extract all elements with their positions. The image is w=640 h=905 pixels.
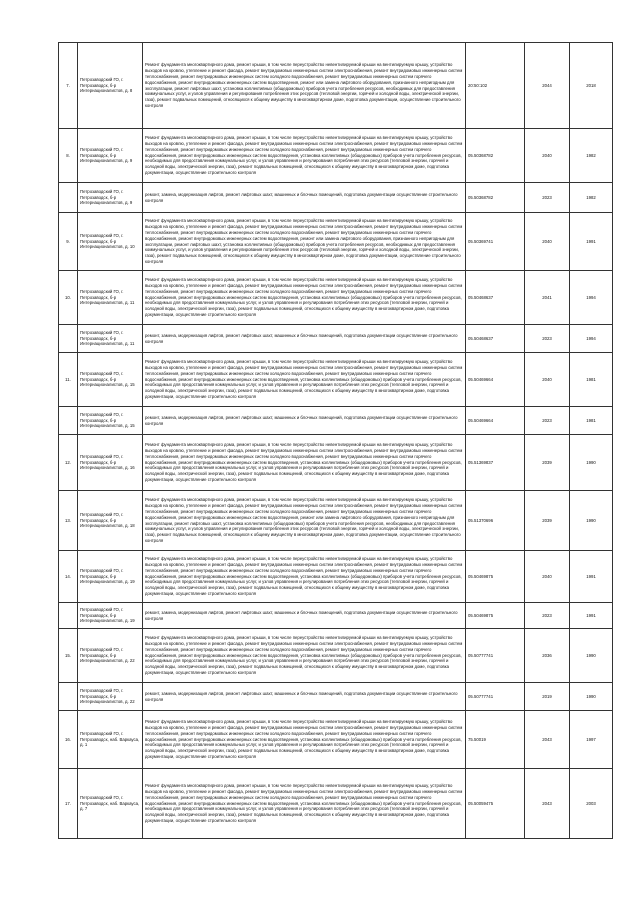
planned-year-cell: 2044 [525,43,570,129]
work-description-cell: ремонт, замена, модернизация лифтов, ремонт лифтовых шахт, машинных и блочных помещений, подготовка документации осуществление строительного контроля [143,683,466,711]
cadastral-number-cell: 05.51369837 [466,435,525,491]
table-row [59,183,613,213]
row-number-cell [59,683,78,711]
cadastral-number-cell: 05.50777741 [466,629,525,683]
build-year-cell: 1997 [570,711,613,769]
build-year-cell: 1991 [570,551,613,603]
planned-year-cell: 2040 [525,213,570,271]
cadastral-number-cell: 75.50019 [466,711,525,769]
build-year-cell: 1990 [570,629,613,683]
work-description-cell: Ремонт фундамента многоквартирного дома, ремонт крыши, в том числе переустройство невентилируемой крыши на вентилируемую крышу, устройство выходов на кровлю, утепление и ремонт фасада, ремонт внутридомовых инженерных систем электроснабжения, ремонт внутридомовых инженерных систем теплоснабжения, ремонт внутридомовых инженерных систем холодного водоснабжения, ремонт внутридомовых инженерных систем горячего водоснабжения, ремонт внутридомовых инженерных систем водоотведения, установка коллективных (общедомовых) приборов учета потребления ресурсов, необходимых для предоставления коммунальных услуг, и узлов управления и регулирования потребления этих ресурсов (тепловой энергии, горячей и холодной воды, электрической энергии, газа), ремонт подвальных помещений, относящихся к общему имуществу в многоквартирном доме, подготовка документации, осуществление строительного контроля [143,769,466,839]
planned-year-cell: 2043 [525,711,570,769]
planned-year-cell: 2040 [525,551,570,603]
row-number-cell: 7. [59,43,78,129]
table-row [59,769,613,839]
address-cell: Петрозаводский ГО, г. Петрозаводск, наб. Варкауса, д. 1 [78,711,143,769]
planned-year-cell: 2036 [525,629,570,683]
row-number-cell [59,407,78,435]
address-cell: Петрозаводский ГО, г. Петрозаводск, б-р Интернационалистов, д. 18 [78,491,143,551]
table-row [59,407,613,435]
build-year-cell: 1990 [570,435,613,491]
row-number-cell: 14. [59,551,78,603]
work-description-cell: Ремонт фундамента многоквартирного дома, ремонт крыши, в том числе переустройство невентилируемой крыши на вентилируемую крышу, устройство выходов на кровлю, утепление и ремонт фасада, ремонт внутридомовых инженерных систем электроснабжения, ремонт внутридомовых инженерных систем теплоснабжения, ремонт внутридомовых инженерных систем холодного водоснабжения, ремонт внутридомовых инженерных систем горячего водоснабжения, ремонт внутридомовых инженерных систем водоотведения, установка коллективных (общедомовых) приборов учета потребления ресурсов, необходимых для предоставления коммунальных услуг, и узлов управления и регулирования потребления этих ресурсов (тепловой энергии, горячей и холодной воды, электрической энергии, газа), ремонт подвальных помещений, относящихся к общему имуществу в многоквартирном доме, подготовка документации, осуществление строительного контроля [143,271,466,325]
work-description-cell: Ремонт фундамента многоквартирного дома, ремонт крыши, в том числе переустройство невентилируемой крыши на вентилируемую крышу, устройство выходов на кровлю, утепление и ремонт фасада, ремонт внутридомовых инженерных систем электроснабжения, ремонт внутридомовых инженерных систем теплоснабжения, ремонт внутридомовых инженерных систем холодного водоснабжения, ремонт внутридомовых инженерных систем горячего водоснабжения, ремонт внутридомовых инженерных систем водоотведения, ремонт или замена лифтового оборудования, признанного непригодным для эксплуатации, ремонт лифтовых шахт, установка коллективных (общедомовых) приборов учета потребления ресурсов, необходимых для предоставления коммунальных услуг, и узлов управления и регулирования потребления этих ресурсов (тепловой энергии, горячей и холодной воды, электрической энергии, газа), ремонт подвальных помещений, относящихся к общему имуществу в многоквартирном доме, подготовка документации, осуществление строительного контроля [143,43,466,129]
build-year-cell: 1981 [570,407,613,435]
address-cell: Петрозаводский ГО, г. Петрозаводск, б-р Интернационалистов, д. 16 [78,435,143,491]
address-cell: Петрозаводский ГО, г. Петрозаводск, б-р Интернационалистов, д. 9 [78,183,143,213]
address-cell: Петрозаводский ГО, г. Петрозаводск, б-р Интернационалистов, д. 11 [78,271,143,325]
address-cell: Петрозаводский ГО, г. Петрозаводск, б-р Интернационалистов, д. 19 [78,603,143,629]
planned-year-cell: 2023 [525,325,570,353]
row-number-cell [59,183,78,213]
planned-year-cell: 2043 [525,769,570,839]
address-cell: Петрозаводский ГО, г. Петрозаводск, б-р Интернационалистов, д. 15 [78,353,143,407]
cadastral-number-cell: 05.51370696 [466,491,525,551]
address-cell: Петрозаводский ГО, г. Петрозаводск, б-р Интернационалистов, д. 11 [78,325,143,353]
housing-repair-table [58,42,613,839]
table-row [59,711,613,769]
work-description-cell: Ремонт фундамента многоквартирного дома, ремонт крыши, в том числе переустройство невентилируемой крыши на вентилируемую крышу, устройство выходов на кровлю, утепление и ремонт фасада, ремонт внутридомовых инженерных систем электроснабжения, ремонт внутридомовых инженерных систем теплоснабжения, ремонт внутридомовых инженерных систем холодного водоснабжения, ремонт внутридомовых инженерных систем горячего водоснабжения, ремонт внутридомовых инженерных систем водоотведения, ремонт или замена лифтового оборудования, признанного непригодным для эксплуатации, ремонт лифтовых шахт, установка коллективных (общедомовых) приборов учета потребления ресурсов, необходимых для предоставления коммунальных услуг, и узлов управления и регулирования потребления этих ресурсов (тепловой энергии, горячей и холодной воды, электрической энергии, газа), ремонт подвальных помещений, относящихся к общему имуществу в многоквартирном доме, подготовка документации, осуществление строительного контроля [143,213,466,271]
table-row [59,129,613,183]
cadastral-number-cell: 05.50468637 [466,325,525,353]
planned-year-cell: 2039 [525,491,570,551]
table-row [59,551,613,603]
work-description-cell: Ремонт фундамента многоквартирного дома, ремонт крыши, в том числе переустройство невентилируемой крыши на вентилируемую крышу, устройство выходов на кровлю, утепление и ремонт фасада, ремонт внутридомовых инженерных систем электроснабжения, ремонт внутридомовых инженерных систем теплоснабжения, ремонт внутридомовых инженерных систем холодного водоснабжения, ремонт внутридомовых инженерных систем горячего водоснабжения, ремонт внутридомовых инженерных систем водоотведения, установка коллективных (общедомовых) приборов учета потребления ресурсов, необходимых для предоставления коммунальных услуг, и узлов управления и регулирования потребления этих ресурсов (тепловой энергии, горячей и холодной воды, электрической энергии, газа), ремонт подвальных помещений, относящихся к общему имуществу в многоквартирном доме, подготовка документации, осуществление строительного контроля [143,435,466,491]
table-row [59,43,613,129]
work-description-cell: ремонт, замена, модернизация лифтов, ремонт лифтовых шахт, машинных и блочных помещений, подготовка документации осуществление строительного контроля [143,407,466,435]
planned-year-cell: 2040 [525,129,570,183]
planned-year-cell: 2023 [525,407,570,435]
cadastral-number-cell: 05.50469664 [466,407,525,435]
cadastral-number-cell: 20:50:102 [466,43,525,129]
cadastral-number-cell: 05.50469664 [466,353,525,407]
cadastral-number-cell: 05.50059475 [466,769,525,839]
table-row [59,491,613,551]
table-row [59,435,613,491]
row-number-cell: 10. [59,271,78,325]
build-year-cell: 1982 [570,183,613,213]
work-description-cell: Ремонт фундамента многоквартирного дома, ремонт крыши, в том числе переустройство невентилируемой крыши на вентилируемую крышу, устройство выходов на кровлю, утепление и ремонт фасада, ремонт внутридомовых инженерных систем электроснабжения, ремонт внутридомовых инженерных систем теплоснабжения, ремонт внутридомовых инженерных систем холодного водоснабжения, ремонт внутридомовых инженерных систем горячего водоснабжения, ремонт внутридомовых инженерных систем водоотведения, ремонт или замена лифтового оборудования, признанного непригодным для эксплуатации, ремонт лифтовых шахт, установка коллективных (общедомовых) приборов учета потребления ресурсов, необходимых для предоставления коммунальных услуг, и узлов управления и регулирования потребления этих ресурсов (тепловой энергии, горячей и холодной воды, электрической энергии, газа), ремонт подвальных помещений, относящихся к общему имуществу в многоквартирном доме, подготовка документации, осуществление строительного контроля [143,491,466,551]
build-year-cell: 1990 [570,683,613,711]
table-row [59,629,613,683]
address-cell: Петрозаводский ГО, г. Петрозаводск, б-р Интернационалистов, д. 9 [78,129,143,183]
address-cell: Петрозаводский ГО, г. Петрозаводск, б-р Интернационалистов, д. 10 [78,213,143,271]
cadastral-number-cell: 05.50469875 [466,603,525,629]
row-number-cell [59,325,78,353]
table-row [59,271,613,325]
row-number-cell: 12. [59,435,78,491]
build-year-cell: 1982 [570,129,613,183]
work-description-cell: Ремонт фундамента многоквартирного дома, ремонт крыши, в том числе переустройство невентилируемой крыши на вентилируемую крышу, устройство выходов на кровлю, утепление и ремонт фасада, ремонт внутридомовых инженерных систем электроснабжения, ремонт внутридомовых инженерных систем теплоснабжения, ремонт внутридомовых инженерных систем холодного водоснабжения, ремонт внутридомовых инженерных систем горячего водоснабжения, ремонт внутридомовых инженерных систем водоотведения, установка коллективных (общедомовых) приборов учета потребления ресурсов, необходимых для предоставления коммунальных услуг, и узлов управления и регулирования потребления этих ресурсов (тепловой энергии, горячей и холодной воды, электрической энергии, газа), ремонт подвальных помещений, относящихся к общему имуществу в многоквартирном доме, подготовка документации, осуществление строительного контроля [143,711,466,769]
table-row [59,683,613,711]
address-cell: Петрозаводский ГО, г. Петрозаводск, б-р Интернационалистов, д. 22 [78,629,143,683]
cadastral-number-cell: 05.50368782 [466,183,525,213]
address-cell: Петрозаводский ГО, г. Петрозаводск, б-р Интернационалистов, д. 8 [78,43,143,129]
build-year-cell: 1981 [570,353,613,407]
work-description-cell: Ремонт фундамента многоквартирного дома, ремонт крыши, в том числе переустройство невентилируемой крыши на вентилируемую крышу, устройство выходов на кровлю, утепление и ремонт фасада, ремонт внутридомовых инженерных систем электроснабжения, ремонт внутридомовых инженерных систем теплоснабжения, ремонт внутридомовых инженерных систем холодного водоснабжения, ремонт внутридомовых инженерных систем горячего водоснабжения, ремонт внутридомовых инженерных систем водоотведения, установка коллективных (общедомовых) приборов учета потребления ресурсов, необходимых для предоставления коммунальных услуг, и узлов управления и регулирования потребления этих ресурсов (тепловой энергии, горячей и холодной воды, электрической энергии, газа), ремонт подвальных помещений, относящихся к общему имуществу в многоквартирном доме, подготовка документации, осуществление строительного контроля [143,551,466,603]
build-year-cell: 1991 [570,603,613,629]
work-description-cell: Ремонт фундамента многоквартирного дома, ремонт крыши, в том числе переустройство невентилируемой крыши на вентилируемую крышу, устройство выходов на кровлю, утепление и ремонт фасада, ремонт внутридомовых инженерных систем электроснабжения, ремонт внутридомовых инженерных систем теплоснабжения, ремонт внутридомовых инженерных систем холодного водоснабжения, ремонт внутридомовых инженерных систем горячего водоснабжения, ремонт внутридомовых инженерных систем водоотведения, установка коллективных (общедомовых) приборов учета потребления ресурсов, необходимых для предоставления коммунальных услуг, и узлов управления и регулирования потребления этих ресурсов (тепловой энергии, горячей и холодной воды, электрической энергии, газа), ремонт подвальных помещений, относящихся к общему имуществу в многоквартирном доме, подготовка документации, осуществление строительного контроля [143,629,466,683]
row-number-cell: 16. [59,711,78,769]
row-number-cell: 9. [59,213,78,271]
row-number-cell: 13. [59,491,78,551]
planned-year-cell: 2040 [525,353,570,407]
address-cell: Петрозаводский ГО, г. Петрозаводск, наб. Варкауса, д. 7 [78,769,143,839]
cadastral-number-cell: 05.50777741 [466,683,525,711]
row-number-cell: 11. [59,353,78,407]
planned-year-cell: 2019 [525,683,570,711]
build-year-cell: 2003 [570,769,613,839]
work-description-cell: ремонт, замена, модернизация лифтов, ремонт лифтовых шахт, машинных и блочных помещений, подготовка документации осуществление строительного контроля [143,603,466,629]
planned-year-cell: 2023 [525,183,570,213]
table-row [59,213,613,271]
cadastral-number-cell: 05.50368782 [466,129,525,183]
planned-year-cell: 2023 [525,603,570,629]
cadastral-number-cell: 05.50369741 [466,213,525,271]
build-year-cell: 1994 [570,271,613,325]
address-cell: Петрозаводский ГО, г. Петрозаводск, б-р Интернационалистов, д. 19 [78,551,143,603]
row-number-cell: 17. [59,769,78,839]
planned-year-cell: 2041 [525,271,570,325]
address-cell: Петрозаводский ГО, г. Петрозаводск, б-р Интернационалистов, д. 22 [78,683,143,711]
work-description-cell: Ремонт фундамента многоквартирного дома, ремонт крыши, в том числе переустройство невентилируемой крыши на вентилируемую крышу, устройство выходов на кровлю, утепление и ремонт фасада, ремонт внутридомовых инженерных систем электроснабжения, ремонт внутридомовых инженерных систем теплоснабжения, ремонт внутридомовых инженерных систем холодного водоснабжения, ремонт внутридомовых инженерных систем горячего водоснабжения, ремонт внутридомовых инженерных систем водоотведения, установка коллективных (общедомовых) приборов учета потребления ресурсов, необходимых для предоставления коммунальных услуг, и узлов управления и регулирования потребления этих ресурсов (тепловой энергии, горячей и холодной воды, электрической энергии, газа), ремонт подвальных помещений, относящихся к общему имуществу в многоквартирном доме, подготовка документации, осуществление строительного контроля [143,129,466,183]
work-description-cell: ремонт, замена, модернизация лифтов, ремонт лифтовых шахт, машинных и блочных помещений, подготовка документации осуществление строительного контроля [143,183,466,213]
work-description-cell: ремонт, замена, модернизация лифтов, ремонт лифтовых шахт, машинных и блочных помещений, подготовка документации осуществление строительного контроля [143,325,466,353]
row-number-cell: 8. [59,129,78,183]
table-row [59,353,613,407]
table-row [59,325,613,353]
cadastral-number-cell: 05.50469875 [466,551,525,603]
build-year-cell: 2018 [570,43,613,129]
table-body [59,43,613,839]
row-number-cell: 15. [59,629,78,683]
build-year-cell: 1991 [570,213,613,271]
work-description-cell: Ремонт фундамента многоквартирного дома, ремонт крыши, в том числе переустройство невентилируемой крыши на вентилируемую крышу, устройство выходов на кровлю, утепление и ремонт фасада, ремонт внутридомовых инженерных систем электроснабжения, ремонт внутридомовых инженерных систем теплоснабжения, ремонт внутридомовых инженерных систем холодного водоснабжения, ремонт внутридомовых инженерных систем горячего водоснабжения, ремонт внутридомовых инженерных систем водоотведения, установка коллективных (общедомовых) приборов учета потребления ресурсов, необходимых для предоставления коммунальных услуг, и узлов управления и регулирования потребления этих ресурсов (тепловой энергии, горячей и холодной воды, электрической энергии, газа), ремонт подвальных помещений, относящихся к общему имуществу в многоквартирном доме, подготовка документации, осуществление строительного контроля [143,353,466,407]
planned-year-cell: 2039 [525,435,570,491]
build-year-cell: 1994 [570,325,613,353]
cadastral-number-cell: 05.50468637 [466,271,525,325]
row-number-cell [59,603,78,629]
table-row [59,603,613,629]
build-year-cell: 1990 [570,491,613,551]
address-cell: Петрозаводский ГО, г. Петрозаводск, б-р Интернационалистов, д. 15 [78,407,143,435]
